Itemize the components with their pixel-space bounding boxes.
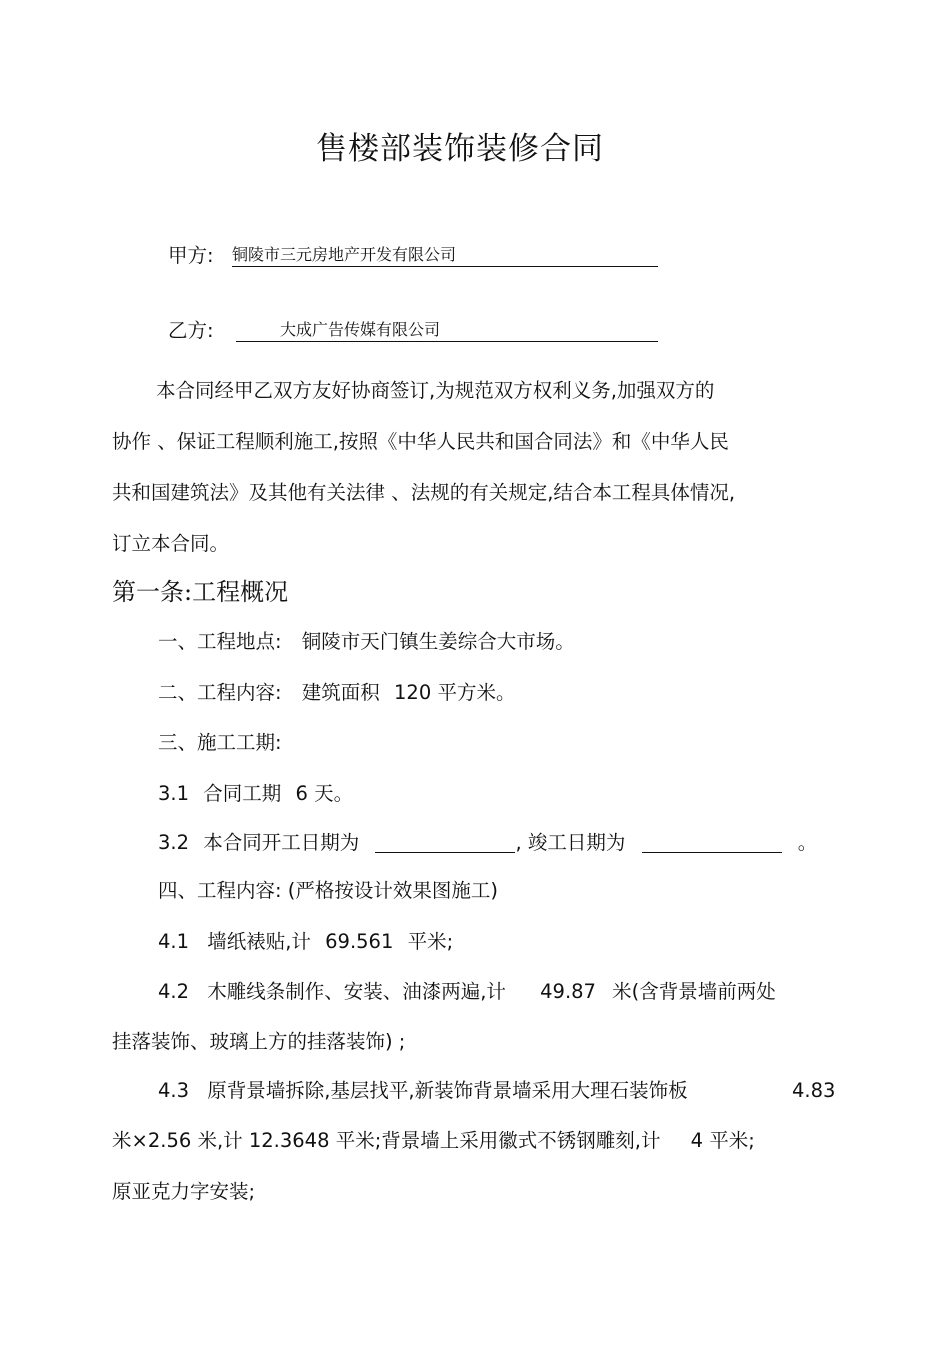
quantity-unit: 平米; <box>407 930 454 953</box>
scope-note: (严格按设计效果图施工) <box>287 879 498 902</box>
clause-4-3-final: 原亚克力字安装; <box>112 1180 256 1203</box>
area-unit: 平方米。 <box>437 681 516 704</box>
clause-4-2 <box>158 978 776 1006</box>
location-item <box>158 628 575 656</box>
preamble-line: 订立本合同。 <box>112 532 230 555</box>
party-b-field <box>236 315 658 342</box>
article-1-heading: 第一条:工程概况 <box>112 578 289 606</box>
clause-4-3-continued <box>112 1127 755 1155</box>
clause-number: 4.1 <box>158 930 190 953</box>
party-a-name: 铜陵市三元房地产开发有限公司 <box>232 245 457 264</box>
clause-number: 3.2 <box>158 831 190 854</box>
location-value: 铜陵市天门镇生姜综合大市场。 <box>301 630 575 653</box>
preamble-line: 共和国建筑法》及其他有关法律 、法规的有关规定,结合本工程具体情况, <box>112 481 736 504</box>
clause-3-1 <box>158 780 353 808</box>
start-date-blank[interactable] <box>375 832 515 853</box>
quantity-unit: 平米; <box>709 1129 755 1152</box>
clause-text: 原背景墙拆除,基层找平,新装饰背景墙采用大理石装饰板 <box>207 1079 688 1102</box>
content-label: 二、工程内容: <box>158 681 282 704</box>
start-date-label: 本合同开工日期为 <box>203 831 360 854</box>
period-label: 三、施工工期: <box>158 731 282 754</box>
party-b-name: 大成广告传媒有限公司 <box>280 320 441 339</box>
quantity-value: 69.561 <box>325 930 394 953</box>
clause-number: 4.3 <box>158 1079 190 1102</box>
party-a-label: 甲方: <box>168 244 214 267</box>
area-value: 120 <box>394 681 432 704</box>
clause-number: 3.1 <box>158 782 190 805</box>
clause-text: 米×2.56 米,计 12.3648 平米;背景墙上采用徽式不锈钢雕刻,计 <box>112 1129 661 1152</box>
content-item <box>158 679 515 707</box>
scope-label: 四、工程内容: <box>158 879 282 902</box>
party-b-label: 乙方: <box>168 319 214 342</box>
clause-4-3 <box>158 1077 688 1105</box>
clause-text: 天。 <box>314 782 354 805</box>
dimension-value: 4.83 <box>792 1079 836 1102</box>
end-date-blank[interactable] <box>642 832 782 853</box>
scope-item <box>158 877 498 905</box>
document-title: 售楼部装饰装修合同 <box>316 131 604 167</box>
quantity-value: 4 <box>690 1129 704 1152</box>
clause-text: 米(含背景墙前两处 <box>612 980 776 1003</box>
clause-4-1 <box>158 928 453 956</box>
quantity-value: 49.87 <box>540 980 596 1003</box>
clause-text: 墙纸裱贴,计 <box>207 930 311 953</box>
end-date-label: 竣工日期为 <box>527 831 626 854</box>
period-mark: 。 <box>797 831 818 854</box>
clause-4-2-continued: 挂落装饰、玻璃上方的挂落装饰) ; <box>112 1030 406 1053</box>
preamble-line: 本合同经甲乙双方友好协商签订,为规范双方权利义务,加强双方的 <box>156 379 715 402</box>
clause-3-2 <box>158 829 817 857</box>
clause-text: 合同工期 <box>203 782 282 805</box>
separator: , <box>515 831 522 854</box>
location-label: 一、工程地点: <box>158 630 282 653</box>
days-value: 6 <box>295 782 308 805</box>
preamble-line: 协作 、保证工程顺利施工,按照《中华人民共和国合同法》和《中华人民 <box>112 430 729 453</box>
clause-text: 木雕线条制作、安装、油漆两遍,计 <box>207 980 506 1003</box>
clause-number: 4.2 <box>158 980 190 1003</box>
party-a-field <box>232 240 658 267</box>
content-text: 建筑面积 <box>301 681 380 704</box>
